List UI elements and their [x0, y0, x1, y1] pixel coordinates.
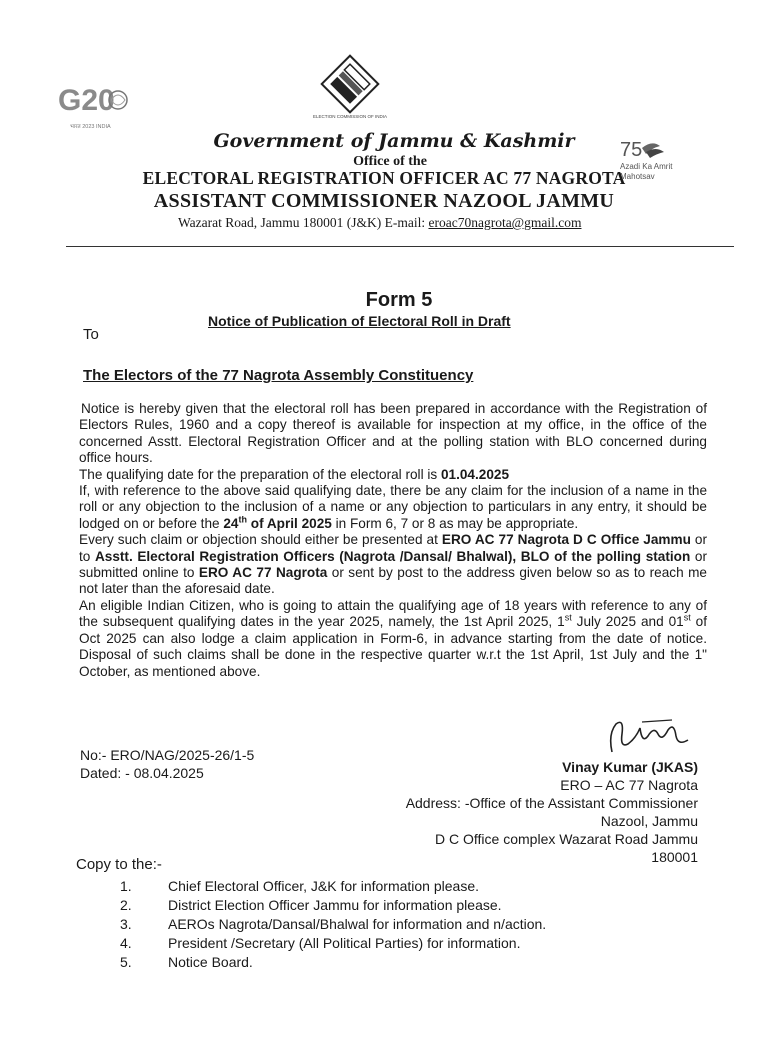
signer-address-line: Nazool, Jammu	[600, 813, 698, 829]
azadi-logo-text: Azadi Ka Amrit Mahotsav	[620, 162, 673, 181]
submission-paragraph: Every such claim or objection should either be presented at ERO AC 77 Nagrota D C Office Jammu or to Asstt. Electoral Registration Officers (Nagrota /Dansal/ Bhalwal), BLO of the polling station or submitted online to ERO AC 77 Nagrota or sent by post to the address given below so as to reach me not later than the aforesaid date.	[79, 532, 707, 597]
form-title: Form 5	[365, 289, 433, 311]
notice-body	[79, 401, 707, 680]
signer-pincode: 180001	[651, 849, 698, 865]
signer-address-line: D C Office complex Wazarat Road Jammu	[435, 831, 698, 847]
signer-designation: ERO – AC 77 Nagrota	[560, 777, 698, 793]
addressee-heading: The Electors of the 77 Nagrota Assembly Constituency	[83, 367, 474, 384]
office-address	[178, 215, 581, 231]
notice-title: Notice of Publication of Electoral Roll in Draft	[208, 313, 511, 329]
advance-application-paragraph: An eligible Indian Citizen, who is going to attain the qualifying age of 18 years with reference to any of the subsequent qualifying dates in the year 2025, namely, the 1st April 2025, 1st July 2025 and 01st of Oct 2025 can also lodge a claim application in Form-6, in advance starting from the date of notice. Disposal of such claims shall be done in the respective quarter w.r.t the 1st April, 1st July and the 1" October, as mentioned above.	[79, 597, 707, 679]
g20-logo	[56, 76, 136, 136]
qualifying-date-paragraph: The qualifying date for the preparation of the electoral roll is 01.04.2025	[79, 466, 510, 482]
list-item: 3. AEROs Nagrota/Dansal/Bhalwal for information and n/action.	[120, 916, 547, 932]
list-item: 4. President /Secretary (All Political Parties) for information.	[120, 935, 521, 951]
signer-address-line: Address: -Office of the Assistant Commissioner	[405, 795, 698, 811]
g20-logo-text: G20	[58, 84, 115, 117]
header-divider	[66, 246, 734, 247]
azadi-logo-number: 75	[620, 139, 643, 161]
reference-date: Dated: - 08.04.2025	[80, 765, 204, 781]
emblem-text: ELECTION COMMISSION OF INDIA	[312, 114, 388, 119]
signer-block	[380, 758, 698, 866]
handwritten-signature	[602, 714, 702, 760]
signer-name: Vinay Kumar (JKAS)	[562, 759, 698, 775]
office-email-link[interactable]: eroac70nagrota@gmail.com	[428, 215, 582, 230]
claims-paragraph: If, with reference to the above said qualifying date, there be any claim for the inclusion of a name in the roll or any objection to the inclusion of a name or any objection to particulars in any entry, it should be lodged on or before the 24th of April 2025 in Form 6, 7 or 8 as may be appropriate.	[79, 483, 707, 531]
deadline-date: 24th of April 2025	[223, 514, 332, 531]
assistant-commissioner-title: ASSISTANT COMMISSIONER NAZOOL JAMMU	[153, 190, 615, 212]
office-address-text: Wazarat Road, Jammu 180001 (J&K) E-mail:	[178, 215, 429, 230]
copy-to-list	[112, 877, 546, 972]
g20-logo-subtext: भारत 2023 INDIA	[70, 124, 111, 130]
copy-to-label: Copy to the:-	[76, 856, 162, 873]
office-of-label: Office of the	[353, 154, 427, 169]
list-item: 5. Notice Board.	[120, 954, 253, 970]
list-item: 2. District Election Officer Jammu for information please.	[120, 897, 502, 913]
notice-paragraph: Notice is hereby given that the electoral roll has been prepared in accordance with the Registration of Electors Rules, 1960 and a copy thereof is available for inspection at my office, in the office of the concerned Asstt. Electoral Registration Officer and at the polling station with BLO concerned during office hours.	[79, 401, 707, 466]
government-title: Government of Jammu & Kashmir	[213, 130, 575, 152]
reference-number: No:- ERO/NAG/2025-26/1-5	[80, 747, 255, 763]
to-label: To	[83, 326, 99, 343]
qualifying-date: 01.04.2025	[440, 466, 510, 482]
election-commission-emblem	[302, 50, 398, 122]
list-item: 1. Chief Electoral Officer, J&K for information please.	[120, 878, 479, 894]
ero-title: ELECTORAL REGISTRATION OFFICER AC 77 NAGROTA	[142, 168, 626, 188]
